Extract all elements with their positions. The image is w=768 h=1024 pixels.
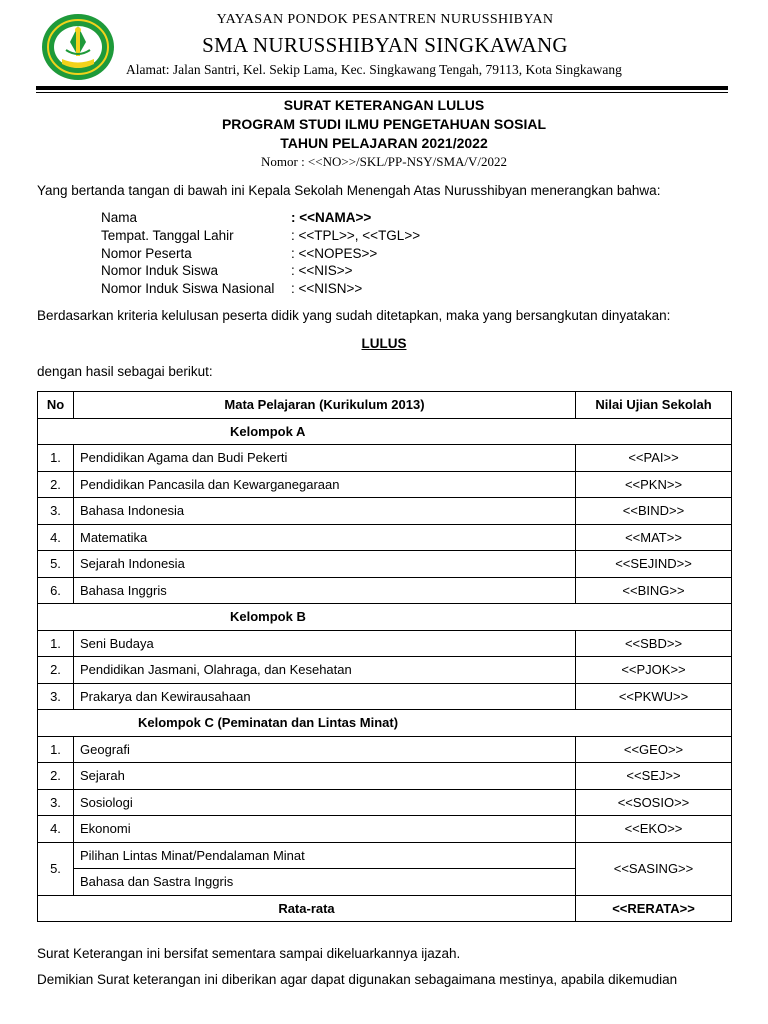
table-row xyxy=(38,498,732,525)
row-number: 1. xyxy=(38,736,74,763)
subject-name: Bahasa Inggris xyxy=(74,577,576,604)
subject-score: <<GEO>> xyxy=(576,736,732,763)
identity-row-participant-number xyxy=(101,246,377,261)
table-header-row xyxy=(38,392,732,419)
row-number: 3. xyxy=(38,683,74,710)
table-row xyxy=(38,577,732,604)
row-number: 5. xyxy=(38,551,74,578)
subject-name: Pilihan Lintas Minat/Pendalaman Minat xyxy=(74,842,576,869)
identity-value: : <<TPL>>, <<TGL>> xyxy=(291,228,421,243)
row-number: 4. xyxy=(38,524,74,551)
identity-row-birth xyxy=(101,228,420,243)
subject-name: Geografi xyxy=(74,736,576,763)
average-label: Rata-rata xyxy=(38,895,576,922)
subject-score: <<PAI>> xyxy=(576,445,732,472)
subject-name: Pendidikan Pancasila dan Kewarganegaraan xyxy=(74,471,576,498)
table-row xyxy=(38,683,732,710)
intro-paragraph: Yang bertanda tangan di bawah ini Kepala Sekolah Menengah Atas Nurusshibyan menerangkan bahwa: xyxy=(37,183,661,198)
table-row xyxy=(38,471,732,498)
identity-value: : <<NOPES>> xyxy=(291,246,378,261)
subject-name: Matematika xyxy=(74,524,576,551)
subject-name: Pendidikan Agama dan Budi Pekerti xyxy=(74,445,576,472)
identity-label: Nama xyxy=(101,210,138,225)
subject-name: Sosiologi xyxy=(74,789,576,816)
table-row xyxy=(38,657,732,684)
school-address: Alamat: Jalan Santri, Kel. Sekip Lama, Kec. Singkawang Tengah, 79113, Kota Singkawang xyxy=(126,62,622,77)
program-title: PROGRAM STUDI ILMU PENGETAHUAN SOSIAL xyxy=(221,116,547,132)
identity-value: : <<NIS>> xyxy=(291,263,353,278)
row-number: 1. xyxy=(38,630,74,657)
header-score: Nilai Ujian Sekolah xyxy=(576,392,732,419)
subject-score: <<PJOK>> xyxy=(576,657,732,684)
row-number: 2. xyxy=(38,471,74,498)
header-subject: Mata Pelajaran (Kurikulum 2013) xyxy=(74,392,576,419)
row-number: 4. xyxy=(38,816,74,843)
school-name: SMA NURUSSHIBYAN SINGKAWANG xyxy=(202,33,568,57)
average-row xyxy=(38,895,732,922)
table-row xyxy=(38,763,732,790)
identity-label: Tempat. Tanggal Lahir xyxy=(101,228,234,243)
group-row-b xyxy=(38,604,732,631)
grades-table xyxy=(37,391,732,922)
group-label: Kelompok B xyxy=(38,604,732,631)
row-number: 5. xyxy=(38,842,74,895)
row-number: 3. xyxy=(38,498,74,525)
subject-score: <<BIND>> xyxy=(576,498,732,525)
group-row-a xyxy=(38,418,732,445)
identity-value: : <<NAMA>> xyxy=(291,210,372,225)
subject-score: <<PKWU>> xyxy=(576,683,732,710)
group-row-c xyxy=(38,710,732,737)
group-label: Kelompok C (Peminatan dan Lintas Minat) xyxy=(38,710,732,737)
table-row xyxy=(38,630,732,657)
subject-score: <<EKO>> xyxy=(576,816,732,843)
document-number: Nomor : <<NO>>/SKL/PP-NSY/SMA/V/2022 xyxy=(260,154,508,169)
group-label: Kelompok A xyxy=(38,418,732,445)
subject-name: Pendidikan Jasmani, Olahraga, dan Kesehatan xyxy=(74,657,576,684)
school-logo xyxy=(40,12,116,82)
identity-row-nis xyxy=(101,263,353,278)
subject-score: <<SBD>> xyxy=(576,630,732,657)
subject-score: <<PKN>> xyxy=(576,471,732,498)
closing-paragraph-1: Surat Keterangan ini bersifat sementara sampai dikeluarkannya ijazah. xyxy=(37,946,461,961)
header-divider-thin xyxy=(36,92,728,93)
table-row xyxy=(38,736,732,763)
subject-name: Bahasa Indonesia xyxy=(74,498,576,525)
results-intro: dengan hasil sebagai berikut: xyxy=(37,364,213,379)
subject-score: <<SEJIND>> xyxy=(576,551,732,578)
identity-value: : <<NISN>> xyxy=(291,281,363,296)
subject-name: Seni Budaya xyxy=(74,630,576,657)
subject-name: Sejarah Indonesia xyxy=(74,551,576,578)
row-number: 2. xyxy=(38,763,74,790)
subject-name: Prakarya dan Kewirausahaan xyxy=(74,683,576,710)
graduation-status: LULUS xyxy=(361,336,407,351)
subject-score: <<SASING>> xyxy=(576,842,732,895)
subject-name: Sejarah xyxy=(74,763,576,790)
subject-name: Ekonomi xyxy=(74,816,576,843)
header-no: No xyxy=(38,392,74,419)
identity-label: Nomor Induk Siswa xyxy=(101,263,219,278)
table-row xyxy=(38,842,732,869)
identity-label: Nomor Induk Siswa Nasional xyxy=(101,281,275,296)
table-row xyxy=(38,789,732,816)
table-row xyxy=(38,445,732,472)
school-emblem-icon xyxy=(40,12,116,82)
row-number: 6. xyxy=(38,577,74,604)
subject-score: <<BING>> xyxy=(576,577,732,604)
academic-year: TAHUN PELAJARAN 2021/2022 xyxy=(280,135,488,151)
subject-name: Bahasa dan Sastra Inggris xyxy=(74,869,576,896)
table-row xyxy=(38,816,732,843)
row-number: 3. xyxy=(38,789,74,816)
table-row xyxy=(38,524,732,551)
row-number: 2. xyxy=(38,657,74,684)
identity-label: Nomor Peserta xyxy=(101,246,192,261)
document-title: SURAT KETERANGAN LULUS xyxy=(283,97,485,113)
subject-score: <<SOSIO>> xyxy=(576,789,732,816)
subject-score: <<MAT>> xyxy=(576,524,732,551)
header-divider-thick xyxy=(36,86,728,90)
table-row xyxy=(38,551,732,578)
row-number: 1. xyxy=(38,445,74,472)
foundation-name: YAYASAN PONDOK PESANTREN NURUSSHIBYAN xyxy=(216,12,554,27)
identity-row-nisn xyxy=(101,281,362,296)
identity-row-name xyxy=(101,210,371,225)
subject-score: <<SEJ>> xyxy=(576,763,732,790)
closing-paragraph-2: Demikian Surat keterangan ini diberikan agar dapat digunakan sebagaimana mestinya, apabila dikemudian xyxy=(37,972,678,987)
criteria-paragraph: Berdasarkan kriteria kelulusan peserta didik yang sudah ditetapkan, maka yang bersangkutan dinyatakan: xyxy=(37,308,671,323)
average-value: <<RERATA>> xyxy=(576,895,732,922)
